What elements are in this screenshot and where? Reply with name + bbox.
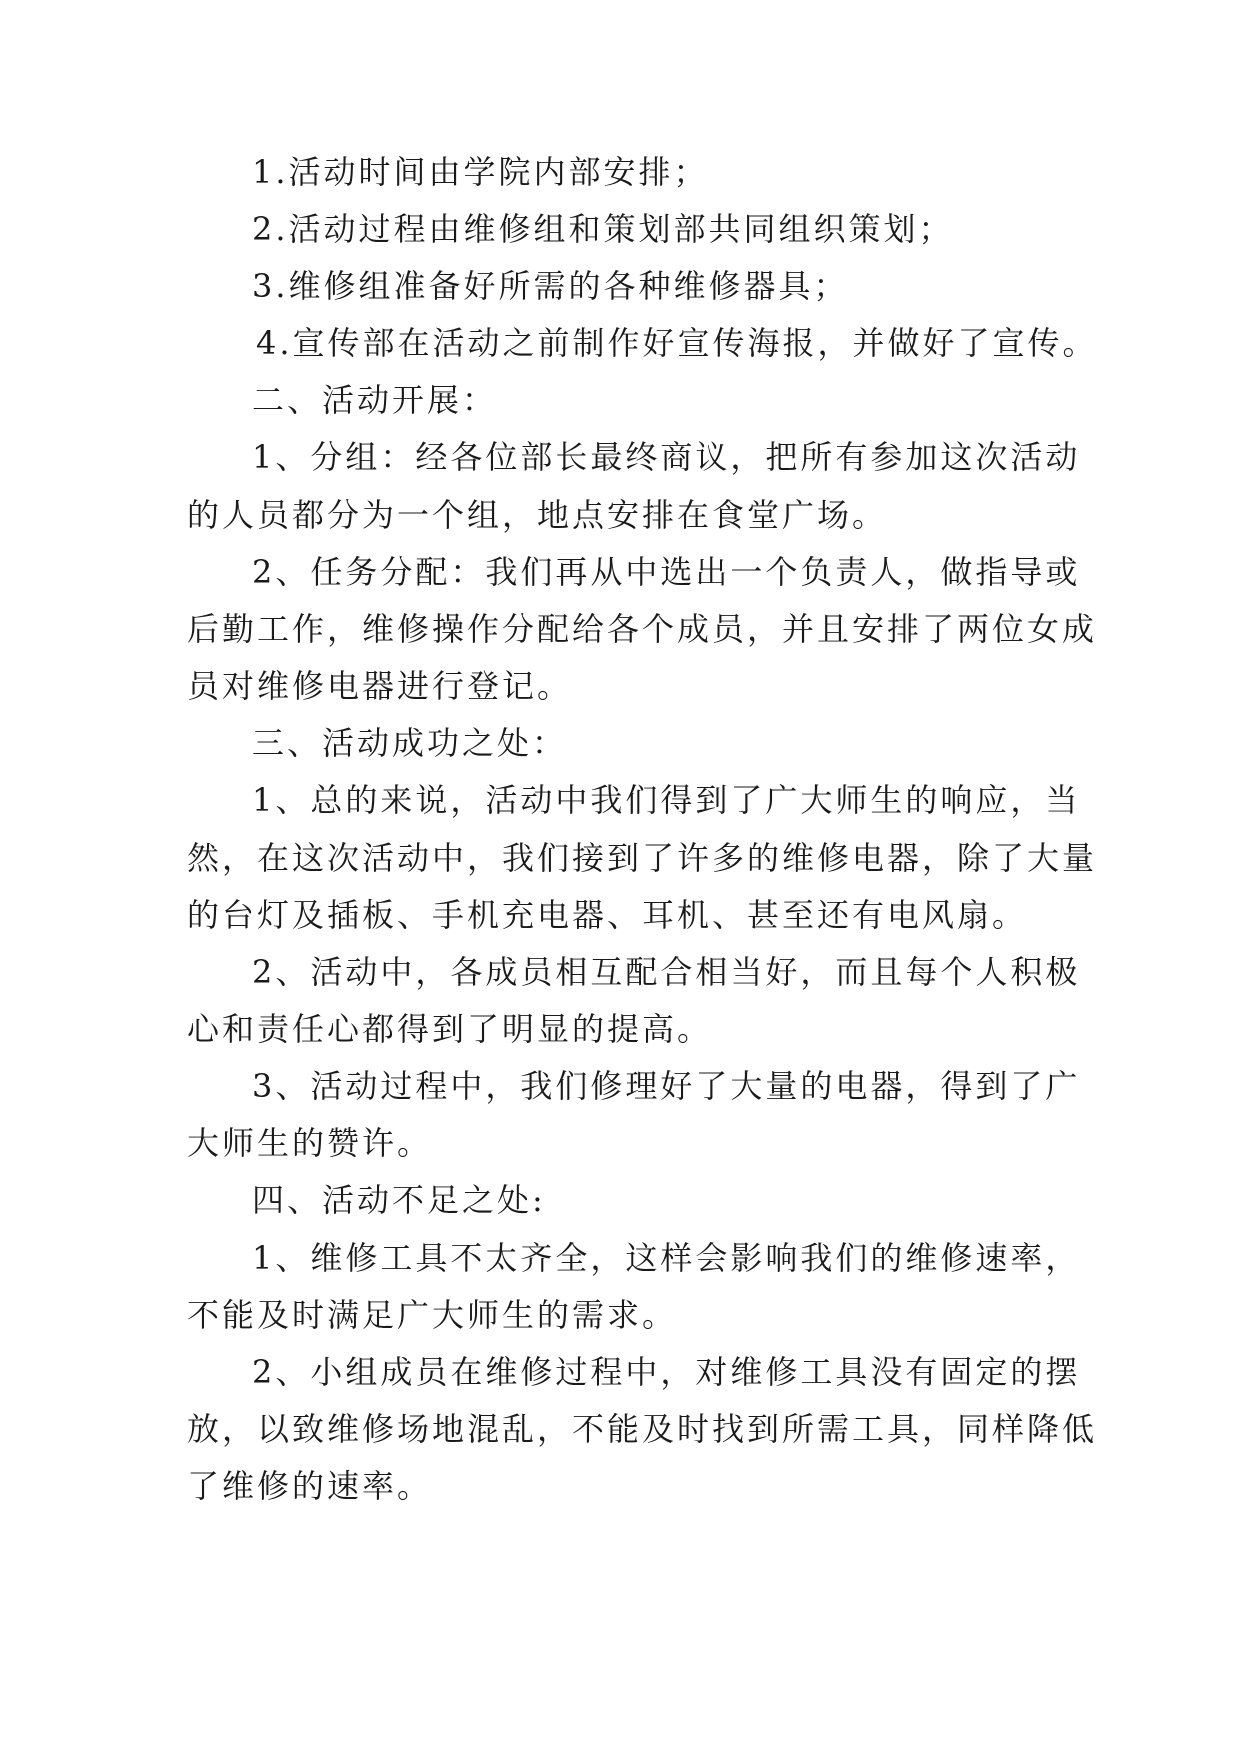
text-line: 1.活动时间由学院内部安排； bbox=[252, 153, 709, 191]
section-heading: 四、活动不足之处: bbox=[252, 1181, 546, 1219]
text-line: 1、维修工具不太齐全，这样会影响我们的维修速率， bbox=[252, 1239, 1081, 1277]
text-line: 的台灯及插板、手机充电器、耳机、甚至还有电风扇。 bbox=[187, 896, 1028, 934]
text-line: 后勤工作，维修操作分配给各个成员，并且安排了两位女成 bbox=[187, 610, 1098, 648]
text-line: 1、分组：经各位部长最终商议，把所有参加这次活动 bbox=[252, 438, 1081, 476]
text-line: 了维修的速率。 bbox=[187, 1467, 433, 1505]
text-line: 员对维修电器进行登记。 bbox=[187, 667, 573, 705]
text-line: 2、任务分配：我们再从中选出一个负责人，做指导或 bbox=[252, 553, 1081, 591]
text-line: 4.宣传部在活动之前制作好宣传海报，并做好了宣传。 bbox=[256, 324, 1098, 362]
section-heading: 三、活动成功之处： bbox=[252, 724, 568, 762]
text-line: 1、总的来说，活动中我们得到了广大师生的响应，当 bbox=[252, 781, 1081, 819]
text-line: 大师生的赞许。 bbox=[187, 1124, 433, 1162]
text-line: 的人员都分为一个组，地点安排在食堂广场。 bbox=[187, 496, 888, 534]
text-line: 2、活动中，各成员相互配合相当好，而且每个人积极 bbox=[252, 953, 1081, 991]
text-line: 2、小组成员在维修过程中，对维修工具没有固定的摆 bbox=[252, 1353, 1081, 1391]
text-line: 2.活动过程由维修组和策划部共同组织策划； bbox=[252, 210, 954, 248]
text-line: 心和责任心都得到了明显的提高。 bbox=[187, 1010, 713, 1048]
text-line: 3、活动过程中，我们修理好了大量的电器，得到了广 bbox=[252, 1067, 1081, 1105]
section-heading: 二、活动开展： bbox=[252, 381, 498, 419]
text-line: 不能及时满足广大师生的需求。 bbox=[187, 1296, 678, 1334]
text-line: 然，在这次活动中，我们接到了许多的维修电器，除了大量 bbox=[187, 839, 1098, 877]
text-line: 3.维修组准备好所需的各种维修器具； bbox=[252, 267, 849, 305]
text-line: 放，以致维修场地混乱，不能及时找到所需工具，同样降低 bbox=[187, 1410, 1098, 1448]
